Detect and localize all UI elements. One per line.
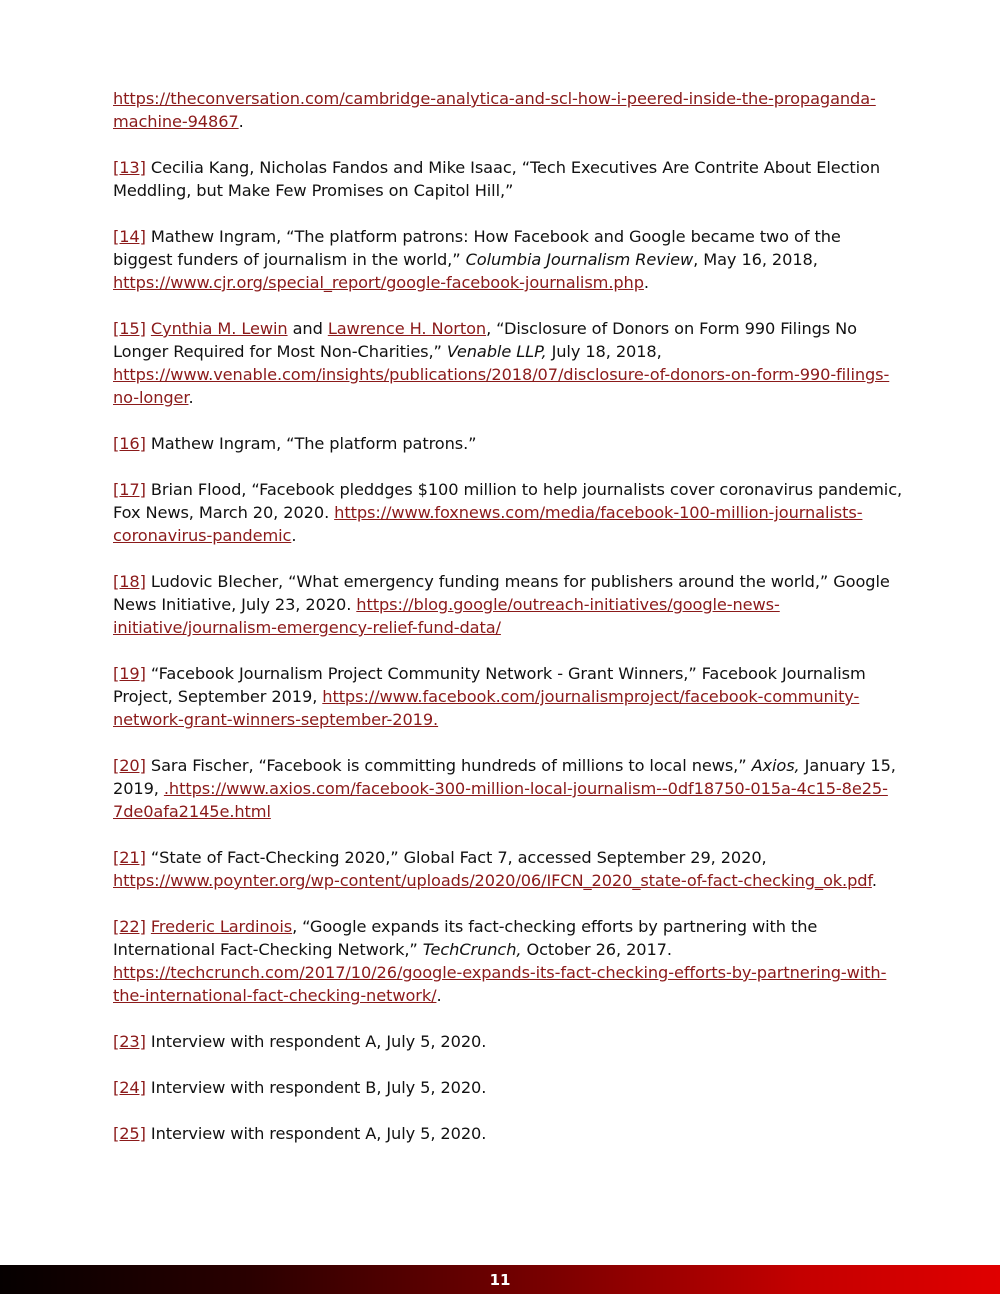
ref-14-number-link[interactable]: [14] <box>113 227 146 246</box>
reference-25 <box>113 1122 903 1145</box>
ref-20-link[interactable]: .https://www.axios.com/facebook-300-million-local-journalism--0df18750-015a-4c15-8e25-7de0afa2145e.html <box>113 779 888 821</box>
ref-20-text: Sara Fischer, “Facebook is committing hundreds of millions to local news,” <box>145 756 752 775</box>
reference-20 <box>113 754 903 823</box>
ref-15-author-2-link[interactable]: Lawrence H. Norton <box>327 319 487 338</box>
ref-21-text: “State of Fact-Checking 2020,” Global Fact 7, accessed September 29, 2020, <box>145 848 767 867</box>
ref-21-link[interactable]: https://www.poynter.org/wp-content/uploads/2020/06/IFCN_2020_state-of-fact-checking_ok.pdf <box>113 871 872 890</box>
ref-17-tail: . <box>291 526 297 545</box>
ref-15-author-1-link[interactable]: Cynthia M. Lewin <box>150 319 288 338</box>
reference-23 <box>113 1030 903 1053</box>
ref-24-number-link[interactable]: [24] <box>113 1078 146 1097</box>
ref-15-text: , “Disclosure of Donors on Form 990 Filings No Longer Required for Most Non-Charities,” <box>113 319 857 361</box>
ref-21-number-link[interactable]: [21] <box>113 848 146 867</box>
ref-20-number-link[interactable]: [20] <box>113 756 146 775</box>
reference-17 <box>113 478 903 547</box>
ref-22-text: , “Google expands its fact-checking efforts by partnering with the International Fact-Checking Network,” <box>113 917 818 959</box>
ref-14-date: , May 16, 2018, <box>693 250 818 269</box>
ref-18-text: Ludovic Blecher, “What emergency funding means for publishers around the world,” Google News Initiative, July 23, 2020. <box>113 572 890 614</box>
ref-19-number-link[interactable]: [19] <box>113 664 146 683</box>
ref-20-publication: Axios, <box>751 756 800 775</box>
ref-17-number-link[interactable]: [17] <box>113 480 146 499</box>
ref-23-text: Interview with respondent A, July 5, 2020. <box>145 1032 487 1051</box>
ref-14-text: Mathew Ingram, “The platform patrons: How Facebook and Google became two of the biggest funders of journalism in the world,” <box>113 227 841 269</box>
ref-22-tail: . <box>436 986 442 1005</box>
reference-14 <box>113 225 903 294</box>
ref-22-author-link[interactable]: Frederic Lardinois <box>150 917 293 936</box>
ref-17-text: Brian Flood, “Facebook pleddges $100 million to help journalists cover coronavirus pandemic, Fox News, March 20, 2020. <box>113 480 903 522</box>
ref-19-link[interactable]: https://www.facebook.com/journalismproject/facebook-community-network-grant-winners-september-2019. <box>113 687 860 729</box>
ref-16-number-link[interactable]: [16] <box>113 434 146 453</box>
ref-15-publication: Venable LLP, <box>446 342 547 361</box>
ref-16-text: Mathew Ingram, “The platform patrons.” <box>145 434 477 453</box>
ref-18-link[interactable]: https://blog.google/outreach-initiatives/google-news-initiative/journalism-emergency-relief-fund-data/ <box>113 595 780 637</box>
ref-15-link[interactable]: https://www.venable.com/insights/publications/2018/07/disclosure-of-donors-on-form-990-filings-no-longer <box>113 365 890 407</box>
ref-15-number-link[interactable]: [15] <box>113 319 146 338</box>
ref-21-tail: . <box>871 871 877 890</box>
ref-14-publication: Columbia Journalism Review <box>465 250 694 269</box>
reference-22 <box>113 915 903 1007</box>
ref-13-text: Cecilia Kang, Nicholas Fandos and Mike Isaac, “Tech Executives Are Contrite About Election Meddling, but Make Few Promises on Capitol Hill,” <box>113 158 880 200</box>
ref-13-number-link[interactable]: [13] <box>113 158 146 177</box>
ref-14-tail: . <box>643 273 649 292</box>
ref-15-tail: . <box>188 388 194 407</box>
ref-19-text: “Facebook Journalism Project Community Network - Grant Winners,” Facebook Journalism Project, September 2019, <box>113 664 866 706</box>
ref-25-text: Interview with respondent A, July 5, 2020. <box>145 1124 487 1143</box>
reference-15 <box>113 317 903 409</box>
ref-17-link[interactable]: https://www.foxnews.com/media/facebook-100-million-journalists-coronavirus-pandemic <box>113 503 863 545</box>
ref-22-link[interactable]: https://techcrunch.com/2017/10/26/google-expands-its-fact-checking-efforts-by-partnering-with-the-international-fact-checking-network/ <box>113 963 887 1005</box>
reference-13 <box>113 156 903 202</box>
ref-12-link[interactable]: https://theconversation.com/cambridge-analytica-and-scl-how-i-peered-inside-the-propaganda-machine-94867 <box>113 89 876 131</box>
ref-22-publication: TechCrunch, <box>422 940 522 959</box>
reference-18 <box>113 570 903 639</box>
ref-12-tail: . <box>238 112 244 131</box>
ref-15-date: July 18, 2018, <box>546 342 662 361</box>
ref-23-number-link[interactable]: [23] <box>113 1032 146 1051</box>
reference-12-continued <box>113 87 903 133</box>
reference-19 <box>113 662 903 731</box>
ref-20-date: January 15, 2019, <box>113 756 896 798</box>
ref-25-number-link[interactable]: [25] <box>113 1124 146 1143</box>
reference-21 <box>113 846 903 892</box>
ref-14-link[interactable]: https://www.cjr.org/special_report/google-facebook-journalism.php <box>113 273 644 292</box>
ref-15-and: and <box>287 319 328 338</box>
ref-18-number-link[interactable]: [18] <box>113 572 146 591</box>
reference-24 <box>113 1076 903 1099</box>
ref-24-text: Interview with respondent B, July 5, 2020. <box>145 1078 487 1097</box>
page-number: 11 <box>489 1271 511 1289</box>
reference-16 <box>113 432 903 455</box>
ref-22-date: October 26, 2017. <box>521 940 672 959</box>
references-list <box>113 87 903 1168</box>
ref-22-number-link[interactable]: [22] <box>113 917 146 936</box>
